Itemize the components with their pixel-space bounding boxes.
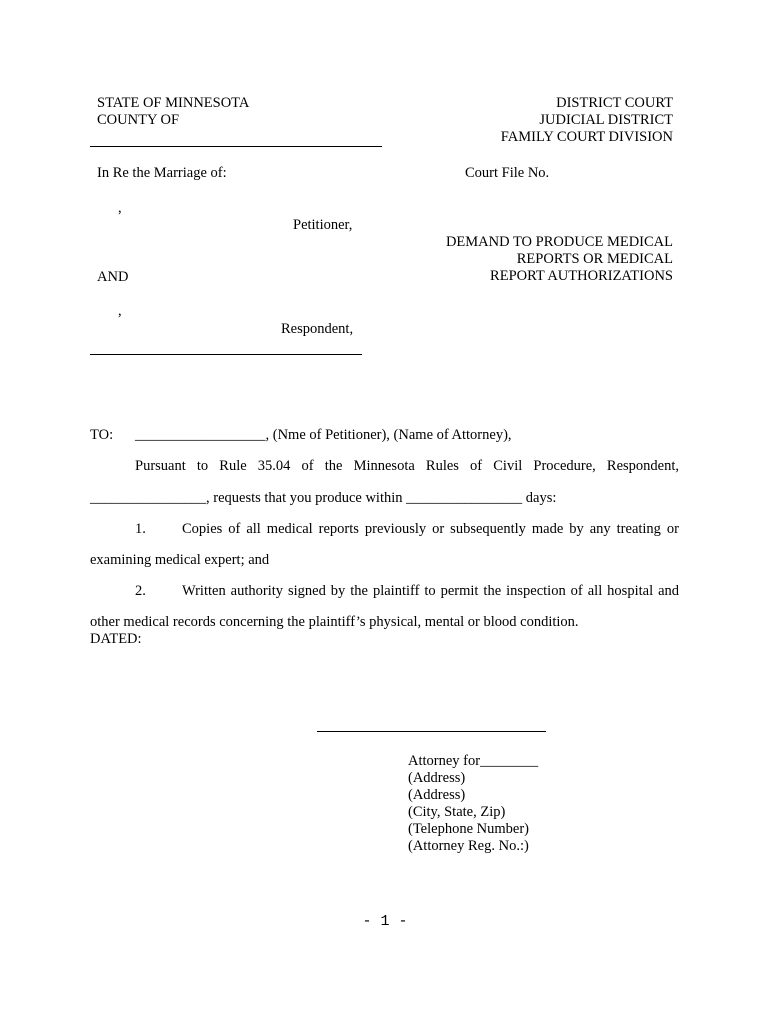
caption-rule <box>90 354 362 355</box>
address-line-2: (Address) <box>408 787 466 803</box>
county-label: COUNTY OF <box>97 112 180 128</box>
respondent-label: Respondent, <box>281 321 354 337</box>
to-label: TO: <box>90 427 114 443</box>
document-title-line-1: DEMAND TO PRODUCE MEDICAL <box>445 234 673 250</box>
county-rule <box>90 146 382 147</box>
document-title-line-3: REPORT AUTHORIZATIONS <box>490 268 673 284</box>
item-2-line: Written authority signed by the plaintiff to permit the inspection of all hospital and <box>182 583 679 599</box>
pursuant-paragraph-line: Pursuant to Rule 35.04 of the Minnesota Rules of Civil Procedure, Respondent, <box>135 458 679 474</box>
attorney-for-label: Attorney for________ <box>408 753 539 769</box>
address-line-1: (Address) <box>408 770 466 786</box>
signature-line <box>317 731 546 732</box>
item-1-number: 1. <box>135 521 146 537</box>
requests-line: ________________, requests that you produce within ________________ days: <box>90 490 557 506</box>
item-2-number: 2. <box>135 583 146 599</box>
court-file-label: Court File No. <box>465 165 550 181</box>
state-label: STATE OF MINNESOTA <box>97 95 250 111</box>
document-title-line-2: REPORTS OR MEDICAL <box>516 251 673 267</box>
respondent-name-comma: , <box>118 303 122 319</box>
item-1-line: Copies of all medical reports previously or subsequently made by any treating or <box>182 521 679 537</box>
dated-label: DATED: <box>90 631 142 647</box>
petitioner-name-comma: , <box>118 200 122 216</box>
in-re-label: In Re the Marriage of: <box>97 165 227 181</box>
item-2-continuation: other medical records concerning the plaintiff’s physical, mental or blood condition. <box>90 614 579 630</box>
petitioner-label: Petitioner, <box>293 217 353 233</box>
item-1-continuation: examining medical expert; and <box>90 552 270 568</box>
to-recipients: __________________, (Nme of Petitioner), (Name of Attorney), <box>135 427 512 443</box>
court-label: DISTRICT COURT <box>556 95 673 111</box>
and-label: AND <box>97 269 129 285</box>
attorney-reg-no: (Attorney Reg. No.:) <box>408 838 529 854</box>
page-number: - 1 - <box>362 913 408 930</box>
division-label: FAMILY COURT DIVISION <box>500 129 673 145</box>
district-label: JUDICIAL DISTRICT <box>539 112 673 128</box>
telephone-number: (Telephone Number) <box>408 821 529 837</box>
city-state-zip: (City, State, Zip) <box>408 804 506 820</box>
